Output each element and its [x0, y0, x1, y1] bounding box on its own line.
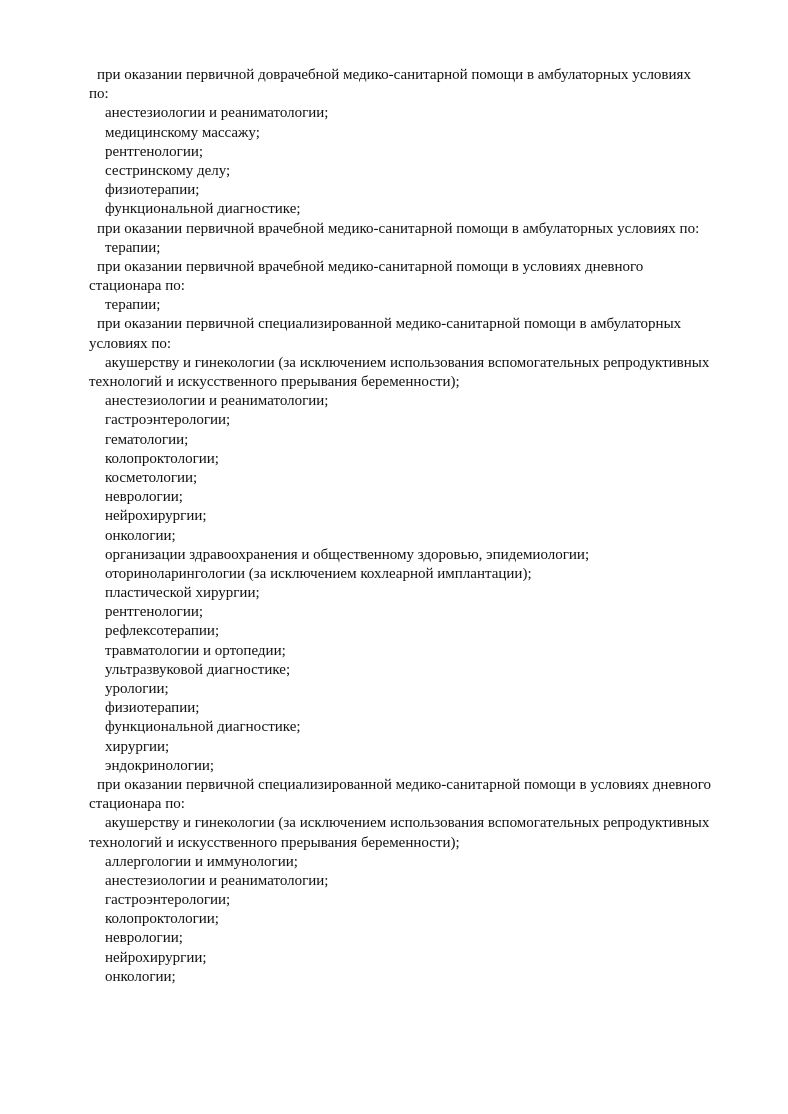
list-item: функциональной диагностике;	[105, 719, 301, 736]
list-item: акушерству и гинекологии (за исключением использования вспомогательных репродуктивных	[105, 815, 710, 832]
paragraph-line: при оказании первичной врачебной медико-санитарной помощи в амбулаторных условиях по:	[97, 220, 700, 237]
paragraph-line: стационара по:	[89, 278, 185, 295]
list-item: онкологии;	[105, 968, 176, 985]
list-item: терапии;	[105, 297, 161, 314]
list-item: акушерству и гинекологии (за исключением использования вспомогательных репродуктивных	[105, 354, 710, 371]
list-item: колопроктологии;	[105, 911, 219, 928]
list-item: оториноларингологии (за исключением кохлеарной имплантации);	[105, 565, 532, 582]
paragraph-line: условиях по:	[89, 335, 172, 352]
paragraph-line: технологий и искусственного прерывания беременности);	[89, 374, 460, 390]
list-item: рентгенологии;	[105, 604, 204, 621]
list-item: аллергологии и иммунологии;	[105, 853, 298, 870]
list-item: анестезиологии и реаниматологии;	[105, 872, 329, 889]
list-item: медицинскому массажу;	[105, 124, 260, 141]
list-item: рефлексотерапии;	[105, 623, 220, 640]
list-item: рентгенологии;	[105, 143, 204, 160]
paragraph-line: при оказании первичной специализированной медико-санитарной помощи в условиях дневного	[97, 776, 711, 793]
list-item: терапии;	[105, 239, 161, 256]
document-text-block	[89, 66, 749, 987]
list-item: колопроктологии;	[105, 450, 219, 467]
list-item: пластической хирургии;	[105, 585, 260, 602]
list-item: травматологии и ортопедии;	[105, 642, 286, 659]
list-item: функциональной диагностике;	[105, 201, 301, 218]
list-item: ультразвуковой диагностике;	[105, 661, 291, 678]
list-item: нейрохирургии;	[105, 949, 207, 966]
list-item: физиотерапии;	[105, 182, 200, 199]
list-item: неврологии;	[105, 930, 183, 947]
paragraph-line: при оказании первичной врачебной медико-санитарной помощи в условиях дневного	[97, 258, 644, 275]
list-item: сестринскому делу;	[105, 162, 231, 179]
list-item: анестезиологии и реаниматологии;	[105, 393, 329, 410]
paragraph-line: при оказании первичной специализированной медико-санитарной помощи в амбулаторных	[97, 316, 682, 333]
paragraph-line: стационара по:	[89, 796, 185, 813]
list-item: хирургии;	[105, 738, 170, 755]
list-item: организации здравоохранения и общественному здоровью, эпидемиологии;	[105, 546, 590, 563]
paragraph-line: при оказании первичной доврачебной медико-санитарной помощи в амбулаторных условиях	[97, 67, 691, 83]
list-item: гастроэнтерологии;	[105, 892, 231, 909]
paragraph-line: по:	[89, 86, 109, 103]
list-item: урологии;	[105, 681, 169, 697]
list-item: физиотерапии;	[105, 700, 200, 717]
list-item: гематологии;	[105, 431, 189, 448]
list-item: эндокринологии;	[105, 757, 215, 774]
paragraph-line: технологий и искусственного прерывания беременности);	[89, 834, 460, 851]
list-item: онкологии;	[105, 527, 176, 544]
list-item: нейрохирургии;	[105, 508, 207, 525]
list-item: неврологии;	[105, 489, 183, 506]
list-item: анестезиологии и реаниматологии;	[105, 105, 329, 122]
list-item: косметологии;	[105, 469, 198, 486]
list-item: гастроэнтерологии;	[105, 412, 231, 429]
